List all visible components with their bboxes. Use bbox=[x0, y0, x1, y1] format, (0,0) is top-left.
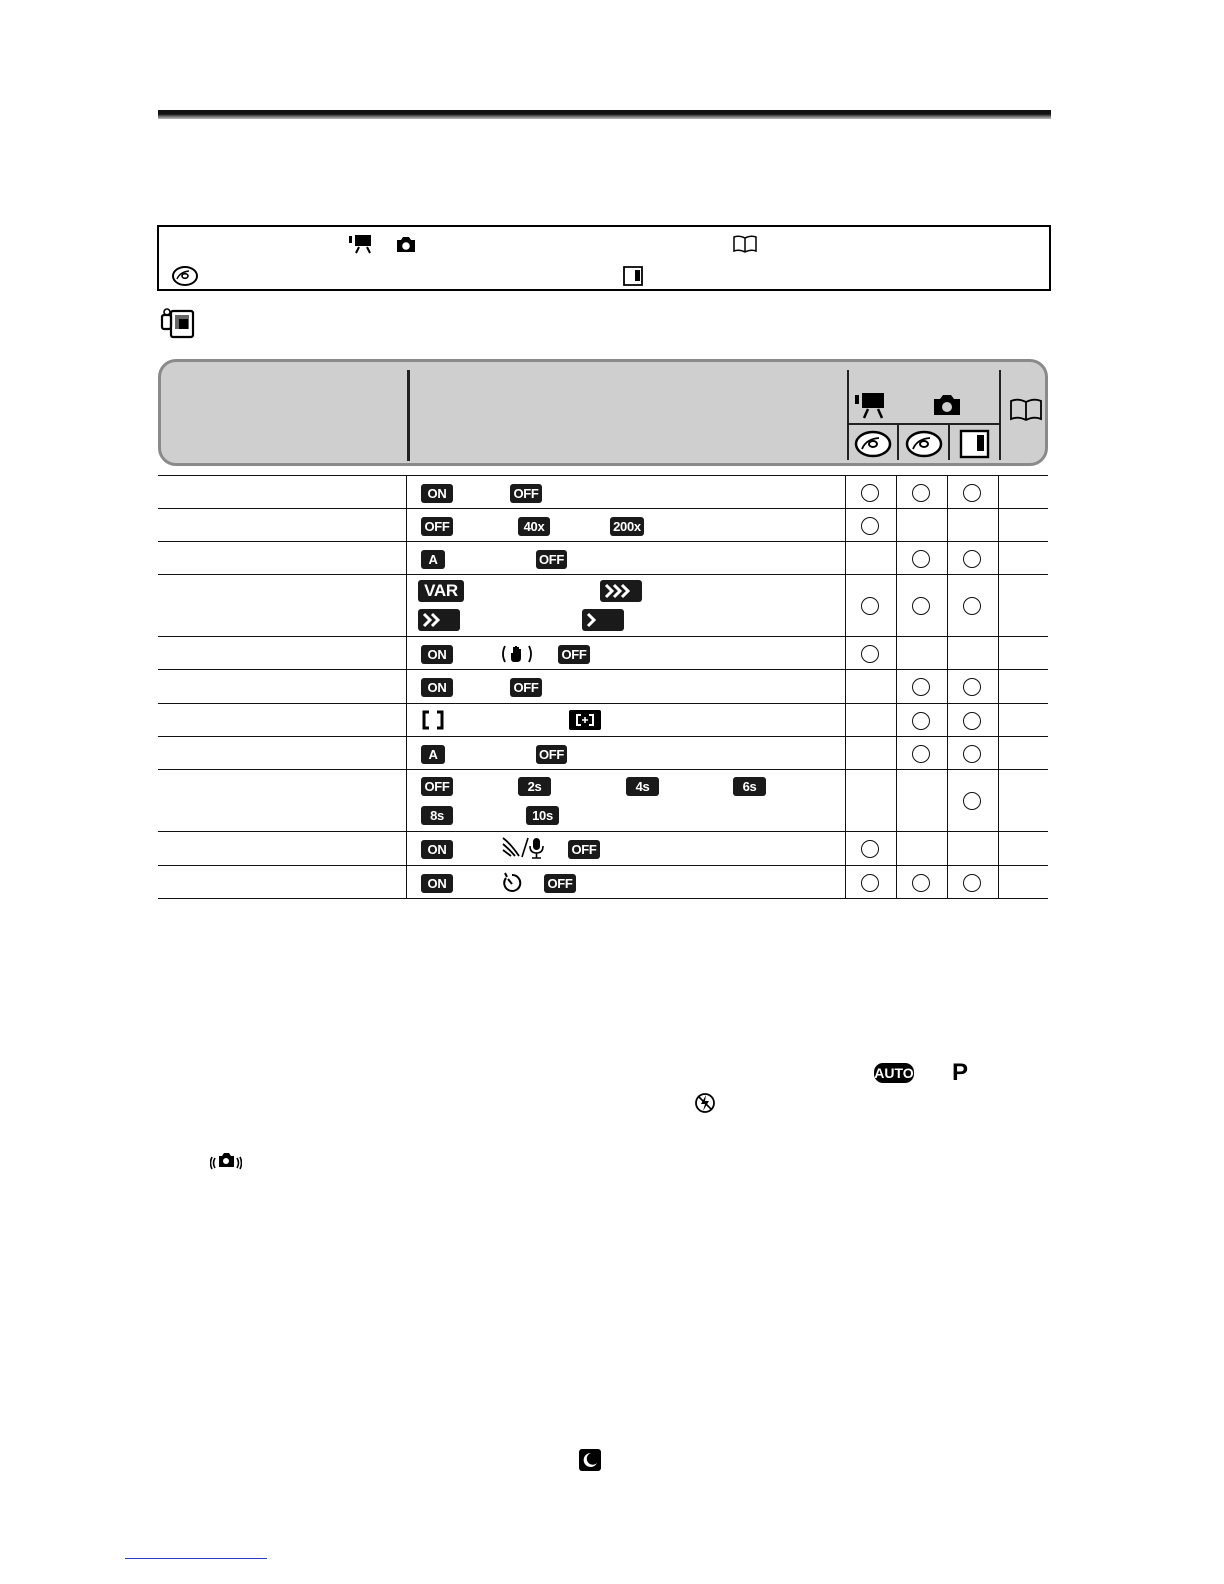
setting-name-cell bbox=[158, 670, 406, 703]
memory-card-icon bbox=[958, 429, 992, 459]
reference-page-cell bbox=[998, 832, 1048, 865]
reference-page-cell bbox=[998, 476, 1048, 508]
available-circle bbox=[861, 645, 879, 663]
option-badge: A bbox=[421, 745, 445, 764]
image-stabilizer-hand-icon bbox=[500, 643, 534, 665]
setting-options-cell bbox=[406, 542, 845, 574]
option-badge: 200x bbox=[610, 517, 644, 536]
setting-name-cell bbox=[158, 737, 406, 769]
available-circle bbox=[912, 597, 930, 615]
available-circle bbox=[861, 874, 879, 892]
reference-page-cell bbox=[998, 542, 1048, 574]
option-badge: OFF bbox=[510, 484, 542, 503]
option-badge: ON bbox=[421, 645, 453, 664]
af-frame-wide-icon bbox=[420, 709, 446, 731]
setting-name-cell bbox=[158, 832, 406, 865]
disc-icon bbox=[904, 430, 944, 458]
mode-availability-cell bbox=[947, 832, 998, 865]
table-row bbox=[158, 832, 1048, 866]
mode-availability-cell bbox=[845, 542, 896, 574]
option-badge: OFF bbox=[558, 645, 590, 664]
available-circle bbox=[963, 712, 981, 730]
available-circle bbox=[861, 840, 879, 858]
option-badge: 40x bbox=[518, 517, 550, 536]
available-circle bbox=[861, 597, 879, 615]
option-badge bbox=[582, 609, 624, 631]
setting-options-cell bbox=[406, 866, 845, 898]
setting-options-cell bbox=[406, 476, 845, 508]
available-circle bbox=[963, 484, 981, 502]
setting-options-cell bbox=[406, 704, 845, 736]
option-badge: OFF bbox=[544, 874, 576, 893]
movie-camera-icon bbox=[854, 390, 890, 420]
movie-camera-icon bbox=[349, 233, 377, 255]
available-circle bbox=[861, 484, 879, 502]
section-title-rule bbox=[158, 110, 1051, 119]
table-row bbox=[158, 509, 1048, 542]
option-badge: ON bbox=[421, 874, 453, 893]
disc-icon bbox=[853, 430, 893, 458]
table-row bbox=[158, 737, 1048, 770]
reference-page-cell bbox=[998, 670, 1048, 703]
legend-box bbox=[157, 225, 1051, 291]
mode-availability-cell bbox=[947, 637, 998, 669]
self-timer-icon bbox=[500, 871, 524, 895]
setting-options-cell bbox=[406, 832, 845, 865]
table-row bbox=[158, 475, 1048, 509]
reference-page-cell bbox=[998, 770, 1048, 831]
option-badge: 2s bbox=[518, 777, 551, 796]
reference-page-cell bbox=[998, 866, 1048, 898]
available-circle bbox=[912, 550, 930, 568]
setting-options-cell bbox=[406, 637, 845, 669]
option-badge: ON bbox=[421, 678, 453, 697]
option-badge: OFF bbox=[536, 550, 567, 569]
af-frame-center-icon bbox=[568, 709, 602, 731]
available-circle bbox=[912, 712, 930, 730]
available-circle bbox=[963, 792, 981, 810]
flash-off-icon bbox=[694, 1092, 716, 1114]
footer-link-line bbox=[125, 1558, 267, 1559]
mode-availability-cell bbox=[845, 670, 896, 703]
available-circle bbox=[963, 745, 981, 763]
table-row bbox=[158, 542, 1048, 575]
disc-icon bbox=[171, 265, 199, 287]
table-row bbox=[158, 670, 1048, 704]
mode-availability-cell bbox=[896, 770, 947, 831]
option-badge: 8s bbox=[421, 806, 453, 825]
option-badge: ON bbox=[421, 840, 453, 859]
setting-name-cell bbox=[158, 770, 406, 831]
reference-page-cell bbox=[998, 637, 1048, 669]
reference-page-cell bbox=[998, 737, 1048, 769]
available-circle bbox=[912, 678, 930, 696]
option-badge: ON bbox=[421, 484, 453, 503]
mode-availability-cell bbox=[947, 509, 998, 541]
option-badge: 4s bbox=[626, 777, 659, 796]
setting-name-cell bbox=[158, 542, 406, 574]
mode-availability-cell bbox=[845, 770, 896, 831]
option-badge bbox=[418, 609, 460, 631]
available-circle bbox=[912, 874, 930, 892]
option-badge: OFF bbox=[568, 840, 600, 859]
reference-page-cell bbox=[998, 704, 1048, 736]
available-circle bbox=[912, 745, 930, 763]
setting-options-cell bbox=[406, 737, 845, 769]
auto-mode-label: AUTO bbox=[874, 1065, 914, 1081]
option-badge: A bbox=[421, 550, 445, 569]
program-p-icon: P bbox=[952, 1059, 969, 1086]
option-badge: OFF bbox=[510, 678, 542, 697]
auto-mode-icon bbox=[873, 1062, 915, 1084]
header-divider bbox=[407, 370, 410, 461]
available-circle bbox=[963, 678, 981, 696]
mode-availability-cell bbox=[845, 737, 896, 769]
option-badge: 10s bbox=[526, 806, 559, 825]
available-circle bbox=[963, 550, 981, 568]
table-row bbox=[158, 770, 1048, 832]
option-badge: OFF bbox=[421, 517, 453, 536]
still-camera-icon bbox=[395, 236, 417, 253]
available-circle bbox=[912, 484, 930, 502]
reference-page-cell bbox=[998, 575, 1048, 636]
setting-options-cell bbox=[406, 670, 845, 703]
setting-name-cell bbox=[158, 866, 406, 898]
camcorder-menu-icon bbox=[160, 307, 196, 341]
available-circle bbox=[963, 874, 981, 892]
mode-availability-cell bbox=[896, 509, 947, 541]
option-badge: OFF bbox=[536, 745, 567, 764]
table-header bbox=[158, 359, 1048, 466]
option-badge: OFF bbox=[421, 777, 453, 796]
available-circle bbox=[861, 517, 879, 535]
setting-name-cell bbox=[158, 575, 406, 636]
reference-page-cell bbox=[998, 509, 1048, 541]
option-badge bbox=[600, 580, 642, 602]
book-icon bbox=[1009, 398, 1043, 422]
mode-availability-cell bbox=[896, 637, 947, 669]
setting-name-cell bbox=[158, 509, 406, 541]
wind-screen-mic-icon bbox=[500, 835, 552, 861]
setting-name-cell bbox=[158, 476, 406, 508]
night-mode-icon bbox=[578, 1448, 602, 1472]
mode-availability-cell bbox=[896, 832, 947, 865]
option-badge: VAR bbox=[418, 580, 464, 602]
table-row bbox=[158, 866, 1048, 899]
camera-shake-icon bbox=[210, 1150, 242, 1174]
memory-card-icon bbox=[622, 265, 646, 287]
table-row bbox=[158, 637, 1048, 670]
option-badge: 6s bbox=[733, 777, 766, 796]
mode-availability-cell bbox=[845, 704, 896, 736]
available-circle bbox=[963, 597, 981, 615]
book-icon bbox=[732, 235, 758, 253]
still-camera-icon bbox=[932, 394, 962, 416]
table-row bbox=[158, 704, 1048, 737]
table-row bbox=[158, 575, 1048, 637]
setting-name-cell bbox=[158, 637, 406, 669]
setting-name-cell bbox=[158, 704, 406, 736]
